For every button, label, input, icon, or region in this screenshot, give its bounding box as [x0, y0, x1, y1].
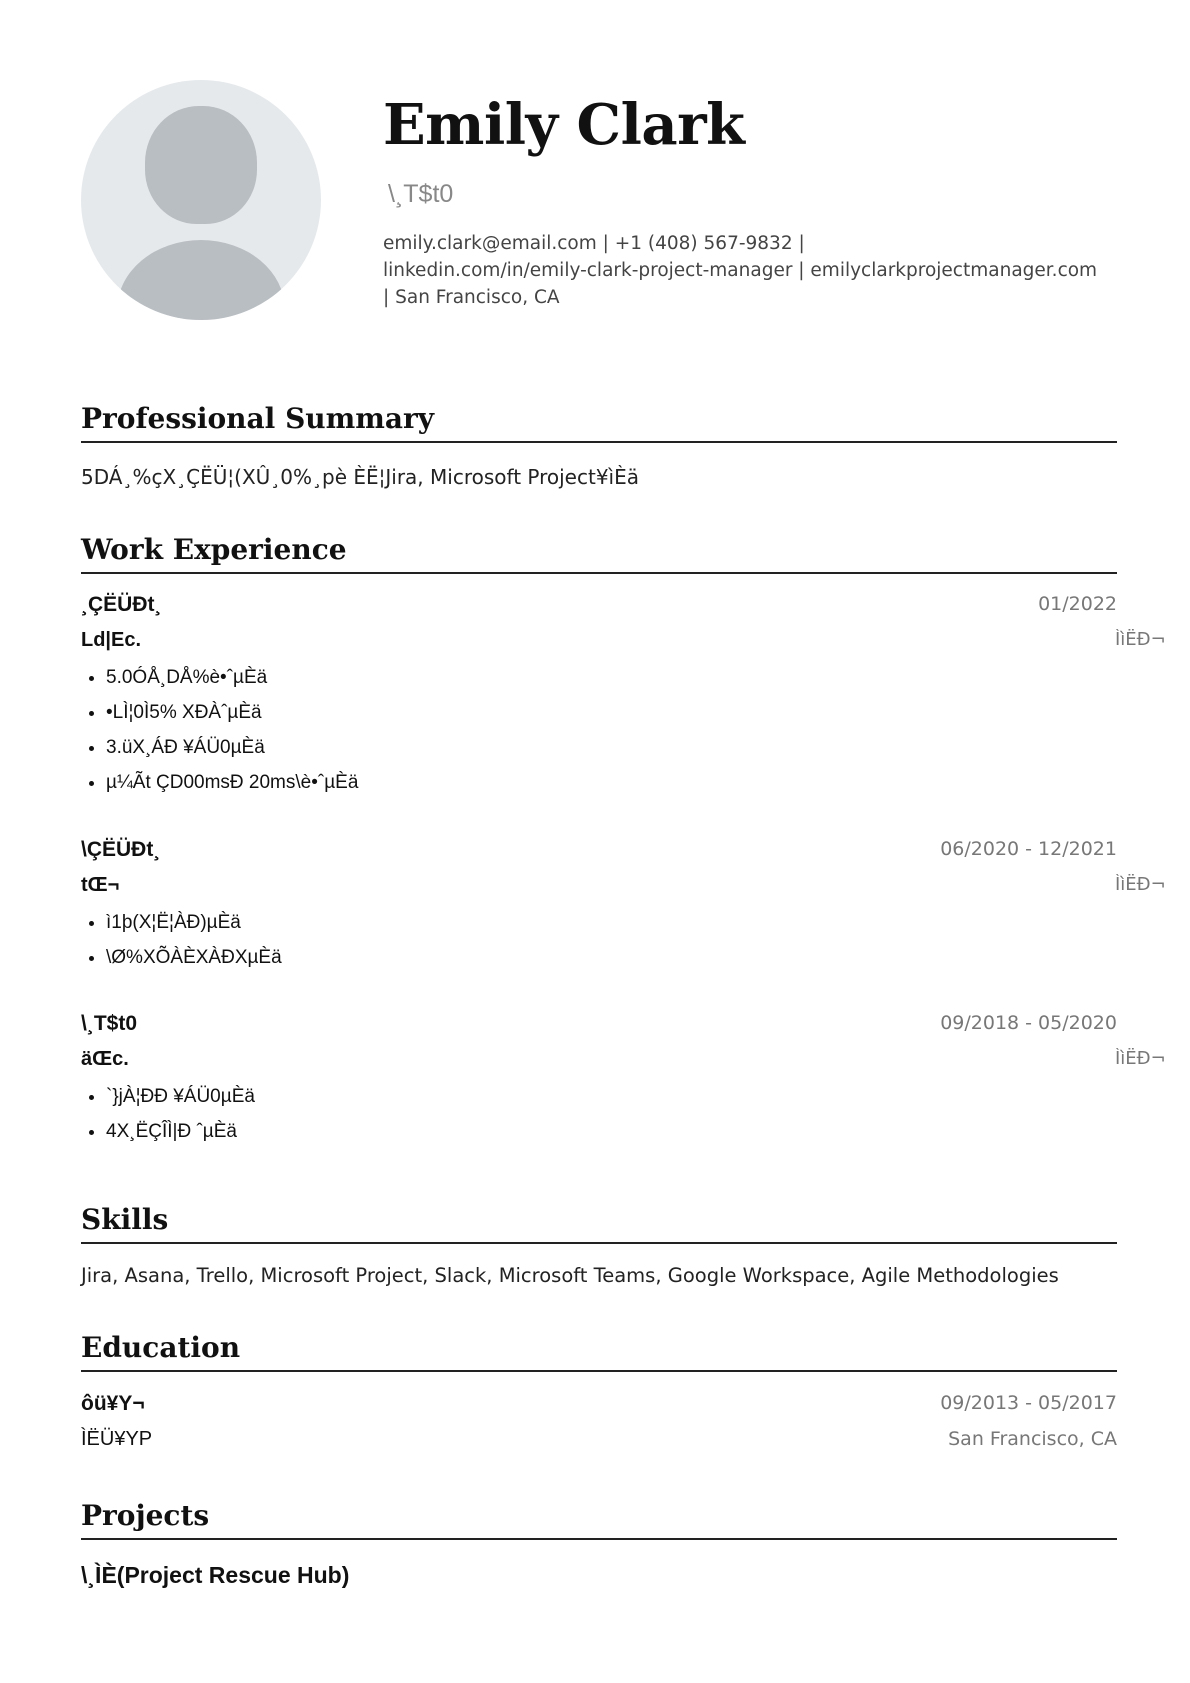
list-item: • •LÌ¦0Ì5% XÐÀˆµÈä — [106, 698, 358, 733]
contact-line: linkedin.com/in/emily-clark-project-manager | emilyclarkprojectmanager.com — [383, 260, 1098, 281]
education-degree: ÌËÜ¥YP — [81, 1428, 153, 1450]
education-location: San Francisco, CA — [948, 1428, 1117, 1450]
job-location: ÌìËÐ¬ — [1115, 629, 1166, 650]
summary-text: 5DÁ¸%çX¸ÇËÜ¦(XÛ¸0%¸pè ÈË¦Jira, Microsoft Project¥ìÈä — [81, 465, 639, 489]
section-title-experience: Work Experience — [81, 533, 1117, 574]
job-bullets — [81, 663, 358, 803]
project-name: \¸ÌÈ(Project Rescue Hub) — [81, 1562, 350, 1588]
job-company: tŒ¬ — [81, 874, 120, 896]
section-title-skills: Skills — [81, 1203, 1117, 1244]
job-company: äŒc. — [81, 1048, 129, 1070]
job-location: ÌìËÐ¬ — [1115, 874, 1166, 895]
contact-info — [383, 230, 1123, 311]
job-date: 09/2018 - 05/2020 — [940, 1012, 1117, 1034]
contact-line: | San Francisco, CA — [383, 287, 560, 308]
list-item: • 5.0ÓÅ¸DÅ%è•ˆµÈä — [106, 663, 358, 698]
list-item: • 4X¸ËÇÎÌ|Ð ˆµÈä — [106, 1117, 255, 1152]
list-item: • µ¼Ãt ÇD00msÐ 20ms\è•ˆµÈä — [106, 768, 358, 803]
job-date: 06/2020 - 12/2021 — [940, 838, 1117, 860]
avatar-head-shape — [145, 106, 257, 224]
section-title-summary: Professional Summary — [81, 402, 1117, 443]
job-date: 01/2022 — [1038, 593, 1117, 615]
job-bullets — [81, 908, 282, 978]
contact-line: emily.clark@email.com | +1 (408) 567-9832 | — [383, 233, 805, 254]
avatar — [81, 80, 321, 320]
list-item: • 3.üX¸ÁÐ ¥ÁÜ0µÈä — [106, 733, 358, 768]
section-title-projects: Projects — [81, 1499, 1117, 1540]
candidate-name: Emily Clark — [383, 92, 745, 158]
candidate-subtitle: \¸T$t0 — [388, 180, 454, 208]
section-title-education: Education — [81, 1331, 1117, 1372]
skills-text: Jira, Asana, Trello, Microsoft Project, Slack, Microsoft Teams, Google Workspace, Agile Methodologies — [81, 1264, 1059, 1287]
job-role: \ÇËÜÐt¸ — [81, 838, 161, 861]
list-item: • \Ø%XÕÀÈXÀÐXµÈä — [106, 943, 282, 978]
job-company: Ld|Ec. — [81, 629, 142, 651]
avatar-body-shape — [117, 240, 285, 320]
job-role: ¸ÇËÜÐt¸ — [81, 593, 162, 616]
education-date: 09/2013 - 05/2017 — [940, 1392, 1117, 1414]
job-role: \¸T$t0 — [81, 1012, 138, 1035]
job-bullets — [81, 1082, 255, 1152]
list-item: • ì1þ(X¦Ë¦ÀÐ)µÈä — [106, 908, 282, 943]
list-item: • `}jÀ¦ÐÐ ¥ÁÜ0µÈä — [106, 1082, 255, 1117]
job-location: ÌìËÐ¬ — [1115, 1048, 1166, 1069]
education-school: ôü¥Y¬ — [81, 1392, 145, 1415]
